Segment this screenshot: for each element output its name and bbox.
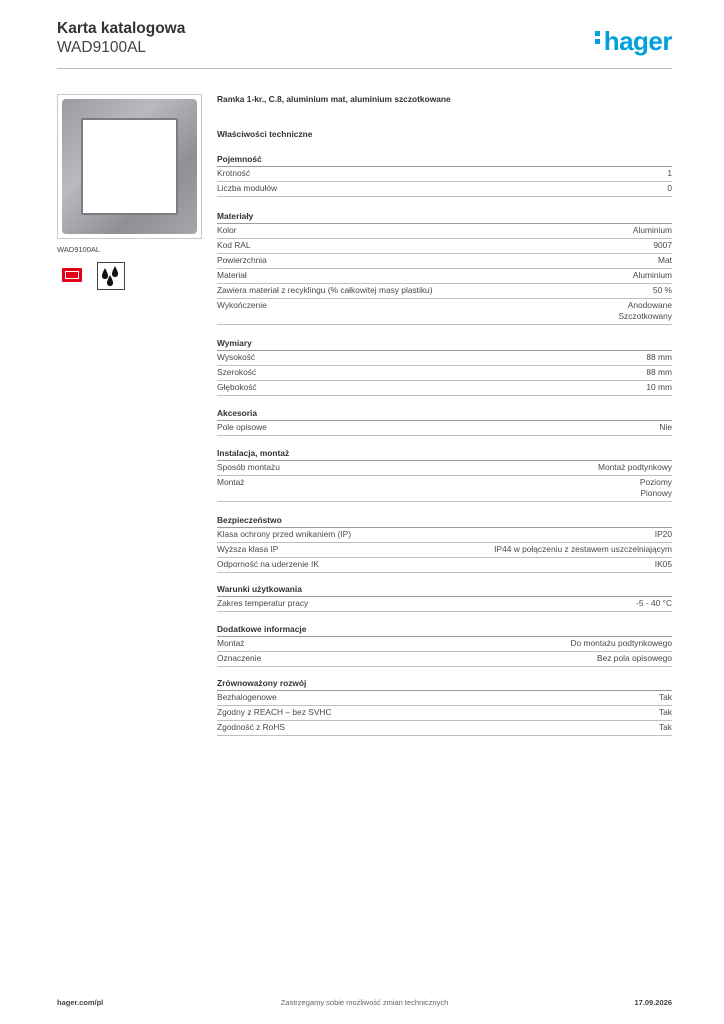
spec-row: [217, 706, 672, 721]
spec-row: [217, 299, 672, 325]
spec-value: [653, 240, 672, 251]
section-title: Instalacja, montaż: [217, 448, 672, 461]
spec-label: Odporność na uderzenie IK: [217, 559, 319, 569]
spec-value: [633, 225, 672, 236]
spec-value: [659, 422, 672, 433]
spec-row: [217, 461, 672, 476]
section-title: Akcesoria: [217, 408, 672, 421]
spec-value-line: Pionowy: [640, 488, 672, 498]
product-description: Ramka 1-kr., C.8, aluminium mat, aluminium szczotkowane: [217, 94, 451, 104]
spec-value: [659, 692, 672, 703]
spec-label: Wysokość: [217, 352, 256, 362]
spec-label: Montaż: [217, 477, 245, 487]
spec-row: [217, 597, 672, 612]
spec-value-line: IK05: [654, 559, 672, 569]
spec-label: Zgodność z RoHS: [217, 722, 285, 732]
frame-inner: [81, 118, 178, 215]
footer-website: hager.com/pl: [57, 998, 104, 1007]
spec-value: [494, 544, 672, 555]
spec-section: [217, 678, 672, 736]
footer-notice: Zastrzegamy sobie możliwość zmian technicznych: [280, 998, 449, 1007]
section-title: Bezpieczeństwo: [217, 515, 672, 528]
spec-row: [217, 691, 672, 706]
frame-outer: [62, 99, 197, 234]
spec-sections: [217, 154, 672, 736]
section-title: Warunki użytkowania: [217, 584, 672, 597]
spec-row: [217, 543, 672, 558]
spec-label: Montaż: [217, 638, 245, 648]
product-details: [217, 94, 672, 736]
spec-value-line: Aluminium: [632, 270, 672, 280]
image-caption: WAD9100AL: [57, 245, 101, 254]
spec-row: [217, 558, 672, 573]
spec-value: [659, 707, 672, 718]
header-divider: [57, 68, 672, 69]
spec-value: [667, 183, 672, 194]
spec-label: Głębokość: [217, 382, 257, 392]
spec-value: [646, 352, 672, 363]
spec-value: [597, 653, 672, 664]
spec-row: [217, 182, 672, 197]
spec-value-line: Anodowane: [627, 300, 672, 310]
spec-value: [646, 382, 672, 393]
spec-value: [659, 722, 672, 733]
spec-row: [217, 284, 672, 299]
logo-colon-icon: [595, 28, 601, 47]
spec-value-line: Tak: [658, 692, 672, 702]
spec-row: [217, 476, 672, 502]
spec-value-line: Tak: [658, 707, 672, 717]
spec-value-line: Do montażu podtynkowego: [570, 638, 672, 648]
spec-value-line: Szczotkowany: [618, 311, 672, 321]
hager-logo: [595, 28, 672, 54]
logo-text: hager: [603, 26, 672, 56]
spec-row: [217, 224, 672, 239]
spec-value-line: 88 mm: [646, 352, 672, 362]
section-title: Pojemność: [217, 154, 672, 167]
spec-value-line: 88 mm: [646, 367, 672, 377]
footer-date: 17.09.2026: [634, 998, 672, 1007]
spec-value-line: IP20: [654, 529, 672, 539]
spec-row: [217, 366, 672, 381]
spec-value: [655, 529, 672, 540]
spec-value-line: 0: [667, 183, 672, 193]
spec-row: [217, 239, 672, 254]
section-title: Dodatkowe informacje: [217, 624, 672, 637]
spec-value-line: 50 %: [652, 285, 672, 295]
spec-label: Zakres temperatur pracy: [217, 598, 309, 608]
spec-section: [217, 515, 672, 573]
spec-value: [646, 367, 672, 378]
document-title: Karta katalogowa: [57, 20, 186, 37]
spec-value-line: 10 mm: [646, 382, 672, 392]
water-drops-icon: [97, 262, 125, 290]
spec-label: Szerokość: [217, 367, 257, 377]
spec-row: [217, 269, 672, 284]
spec-value-line: Poziomy: [639, 477, 672, 487]
spec-label: Bezhalogenowe: [217, 692, 277, 702]
spec-value: [653, 285, 672, 296]
product-code: WAD9100AL: [57, 39, 147, 56]
spec-value: [618, 300, 672, 322]
spec-value-line: IP44 w połączeniu z zestawem uszczelniającym: [494, 544, 672, 554]
spec-value-line: 1: [667, 168, 672, 178]
spec-value: [636, 598, 672, 609]
spec-label: Klasa ochrony przed wnikaniem (IP): [217, 529, 352, 539]
spec-label: Kod RAL: [217, 240, 251, 250]
spec-label: Zawiera materiał z recyklingu (% całkowitej masy plastiku): [217, 285, 433, 295]
technical-properties-title: Właściwości techniczne: [217, 129, 313, 139]
spec-label: Wykończenie: [217, 300, 267, 310]
spec-value-line: Montaż podtynkowy: [597, 462, 672, 472]
section-title: Zrównoważony rozwój: [217, 678, 672, 691]
page-footer: [57, 998, 672, 1010]
spec-section: [217, 408, 672, 436]
spec-label: Oznaczenie: [217, 653, 262, 663]
spec-section: [217, 211, 672, 325]
spec-label: Zgodny z REACH – bez SVHC: [217, 707, 332, 717]
spec-value-line: Tak: [658, 722, 672, 732]
page-header: [57, 20, 672, 70]
spec-value-line: 9007: [653, 240, 672, 250]
spec-value: [667, 168, 672, 179]
spec-value: [633, 270, 672, 281]
ip-rating-icon: [62, 268, 82, 282]
spec-row: [217, 652, 672, 667]
spec-section: [217, 584, 672, 612]
spec-value-line: -5 - 40 °C: [636, 598, 672, 608]
spec-section: [217, 154, 672, 197]
spec-row: [217, 254, 672, 269]
spec-value: [658, 255, 672, 266]
spec-row: [217, 381, 672, 396]
spec-label: Sposób montażu: [217, 462, 280, 472]
spec-value-line: Mat: [658, 255, 672, 265]
spec-row: [217, 421, 672, 436]
spec-value-line: Nie: [659, 422, 672, 432]
spec-row: [217, 721, 672, 736]
spec-row: [217, 167, 672, 182]
spec-value-line: Bez pola opisowego: [597, 653, 672, 663]
spec-label: Pole opisowe: [217, 422, 267, 432]
spec-section: [217, 338, 672, 396]
spec-section: [217, 448, 672, 502]
spec-section: [217, 624, 672, 667]
spec-label: Materiał: [217, 270, 247, 280]
spec-row: [217, 528, 672, 543]
spec-label: Powierzchnia: [217, 255, 267, 265]
spec-row: [217, 637, 672, 652]
product-image: [57, 94, 202, 239]
spec-label: Wyższa klasa IP: [217, 544, 279, 554]
spec-label: Liczba modułów: [217, 183, 278, 193]
section-title: Wymiary: [217, 338, 672, 351]
spec-value: [571, 638, 673, 649]
section-title: Materiały: [217, 211, 672, 224]
spec-row: [217, 351, 672, 366]
spec-label: Krotność: [217, 168, 251, 178]
spec-label: Kolor: [217, 225, 237, 235]
spec-value: [640, 477, 672, 499]
spec-value: [655, 559, 672, 570]
spec-value: [598, 462, 672, 473]
spec-value-line: Aluminium: [632, 225, 672, 235]
